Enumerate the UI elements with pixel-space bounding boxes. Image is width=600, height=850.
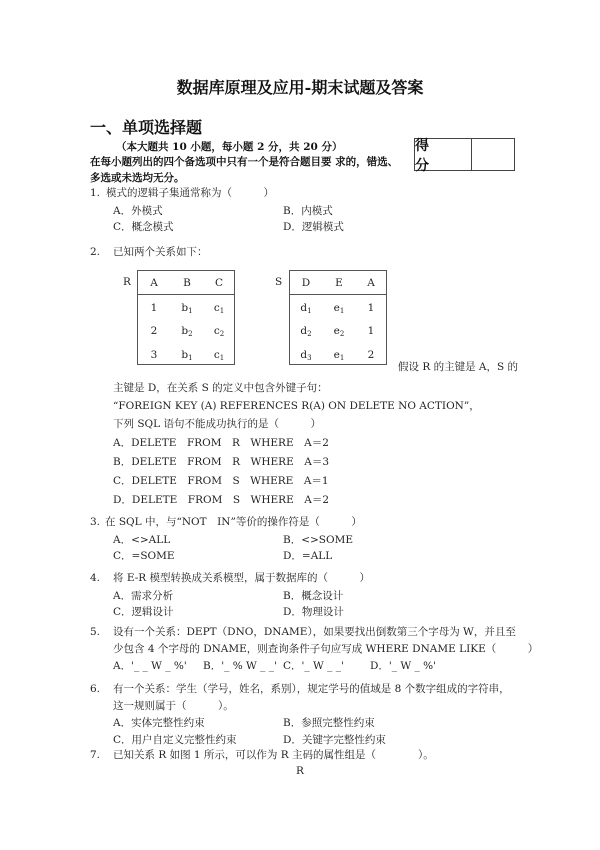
relation-s-label: S — [275, 276, 283, 288]
option-c: C．=SOME — [113, 550, 175, 562]
option-c: C．概念模式 — [113, 221, 174, 233]
question-text: 主键是 D，在关系 S 的定义中包含外键子句： — [113, 382, 328, 394]
question-text: 模式的逻辑子集通常称为（ ） — [106, 187, 274, 199]
cell-value: 1 — [150, 302, 158, 314]
column-header: C — [214, 277, 224, 289]
option-a: A．'_ _ W _ %' — [113, 660, 187, 672]
option-a: A．实体完整性约束 — [113, 717, 205, 729]
figure-caption: R — [296, 765, 304, 777]
table-cell — [323, 325, 355, 338]
table-cell — [203, 349, 235, 362]
option-b: B．内模式 — [283, 205, 333, 217]
column-header: B — [183, 277, 191, 289]
table-cell — [203, 325, 235, 338]
table-cell — [290, 349, 322, 362]
table-cell — [323, 302, 355, 315]
cell-value: b — [181, 302, 189, 314]
column-header: D — [301, 277, 311, 289]
score-label: 得 分 — [415, 139, 472, 170]
instruction-line: 多选或未选均无分。 — [90, 172, 185, 184]
section-heading: 一、单项选择题 — [90, 118, 203, 137]
question-text: 将 E-R 模型转换成关系模型，属于数据库的（ ） — [113, 572, 370, 584]
cell-subscript: 2 — [188, 330, 193, 338]
option-d: D．'_ W _ %' — [370, 660, 436, 672]
option-c: C．'_ W _ _' — [283, 660, 344, 672]
question-number: 7. — [90, 749, 101, 761]
option-a: A．需求分析 — [113, 590, 174, 602]
option-c: C．用户自定义完整性约束 — [113, 734, 237, 746]
cell-value: b — [181, 325, 189, 337]
table-cell — [355, 325, 387, 338]
question-number: 3. — [90, 516, 101, 528]
option-b: B．'_ % W _ _' — [203, 660, 277, 672]
question-text: 有一个关系：学生（学号，姓名，系别），规定学号的值域是 8 个数字组成的字符串， — [113, 683, 510, 695]
cell-value: c — [213, 349, 220, 361]
question-text: 这一规则属于（ ）。 — [113, 700, 234, 712]
score-value — [472, 139, 514, 170]
cell-value: 2 — [150, 325, 158, 337]
cell-value: c — [213, 325, 220, 337]
cell-subscript: 1 — [339, 307, 345, 315]
option-a: A．<>ALL — [113, 534, 171, 546]
cell-subscript: 1 — [188, 354, 193, 362]
relation-r-label: R — [123, 276, 131, 288]
cell-value: d — [300, 349, 308, 361]
table-cell — [355, 349, 387, 362]
table-cell — [355, 302, 387, 315]
option-a: A．外模式 — [113, 205, 163, 217]
table-cell — [323, 349, 355, 362]
question-text: 假设 R 的主键是 A，S 的 — [398, 361, 519, 373]
cell-value: d — [300, 302, 308, 314]
instruction-line: 在每小题列出的四个备选项中只有一个是符合题目要 求的，错选、 — [90, 156, 399, 168]
option-b: B．参照完整性约束 — [283, 717, 375, 729]
option-d: D．DELETE FROM S WHERE A＝2 — [113, 494, 329, 506]
column-header: A — [150, 277, 158, 289]
table-cell — [138, 325, 170, 338]
option-b: B．概念设计 — [283, 590, 344, 602]
question-text: “FOREIGN KEY (A) REFERENCES R(A) ON DELETE NO ACTION”， — [113, 400, 480, 412]
question-text: 在 SQL 中，与“NOT IN”等价的操作符是（ ） — [105, 516, 362, 528]
table-cell — [171, 349, 203, 362]
question-text: 已知关系 R 如图 1 所示，可以作为 R 主码的属性组是（ ）。 — [113, 749, 434, 761]
cell-subscript: 1 — [219, 307, 225, 315]
question-number: 4. — [90, 572, 101, 584]
cell-value: 3 — [150, 349, 158, 361]
table-cell — [138, 302, 170, 315]
question-text: 设有一个关系：DEPT（DNO，DNAME），如果要找出倒数第三个字母为 W，并且至 — [113, 626, 516, 638]
score-box — [414, 137, 515, 174]
section-subtitle: （本大题共 10 小题，每小题 2 分，共 20 分） — [116, 141, 343, 153]
question-number: 5. — [90, 626, 101, 638]
column-header: A — [367, 277, 375, 289]
option-d: D．=ALL — [283, 550, 333, 562]
option-c: C．DELETE FROM S WHERE A＝1 — [113, 475, 329, 487]
cell-value: e — [333, 302, 340, 314]
cell-subscript: 3 — [307, 354, 312, 362]
cell-value: d — [300, 325, 308, 337]
column-header: E — [335, 277, 343, 289]
cell-subscript: 2 — [307, 330, 312, 338]
cell-subscript: 1 — [307, 307, 312, 315]
relation-r-table — [137, 270, 235, 365]
relation-s-table — [289, 270, 387, 365]
page-title: 数据库原理及应用-期末试题及答案 — [176, 78, 424, 97]
option-d: D．物理设计 — [283, 606, 344, 618]
cell-value: 1 — [367, 325, 375, 337]
table-cell — [203, 302, 235, 315]
cell-value: b — [181, 349, 189, 361]
question-text: 已知两个关系如下： — [113, 246, 208, 258]
cell-value: e — [333, 325, 340, 337]
cell-subscript: 2 — [219, 330, 225, 338]
option-b: B．<>SOME — [283, 534, 354, 546]
table-cell — [290, 302, 322, 315]
cell-subscript: 1 — [219, 354, 225, 362]
option-d: D．关键字完整性约束 — [283, 734, 386, 746]
table-cell — [290, 325, 322, 338]
option-d: D．逻辑模式 — [283, 221, 344, 233]
question-number: 2. — [90, 246, 101, 258]
cell-subscript: 1 — [339, 354, 345, 362]
table-cell — [171, 325, 203, 338]
cell-value: 2 — [367, 349, 375, 361]
table-cell — [171, 302, 203, 315]
cell-value: c — [213, 302, 220, 314]
question-number: 6. — [90, 683, 101, 695]
cell-subscript: 1 — [188, 307, 193, 315]
option-a: A．DELETE FROM R WHERE A＝2 — [113, 437, 329, 449]
table-cell — [138, 349, 170, 362]
option-b: B．DELETE FROM R WHERE A＝3 — [113, 456, 330, 468]
cell-value: e — [333, 349, 340, 361]
cell-value: 1 — [367, 302, 375, 314]
option-c: C．逻辑设计 — [113, 606, 174, 618]
cell-subscript: 2 — [339, 330, 345, 338]
question-text: 下列 SQL 语句不能成功执行的是（ ） — [113, 418, 321, 430]
question-number: 1. — [90, 187, 101, 199]
question-text: 少包含 4 个字母的 DNAME，则查询条件子句应写成 WHERE DNAME LIKE（ ） — [113, 643, 539, 655]
